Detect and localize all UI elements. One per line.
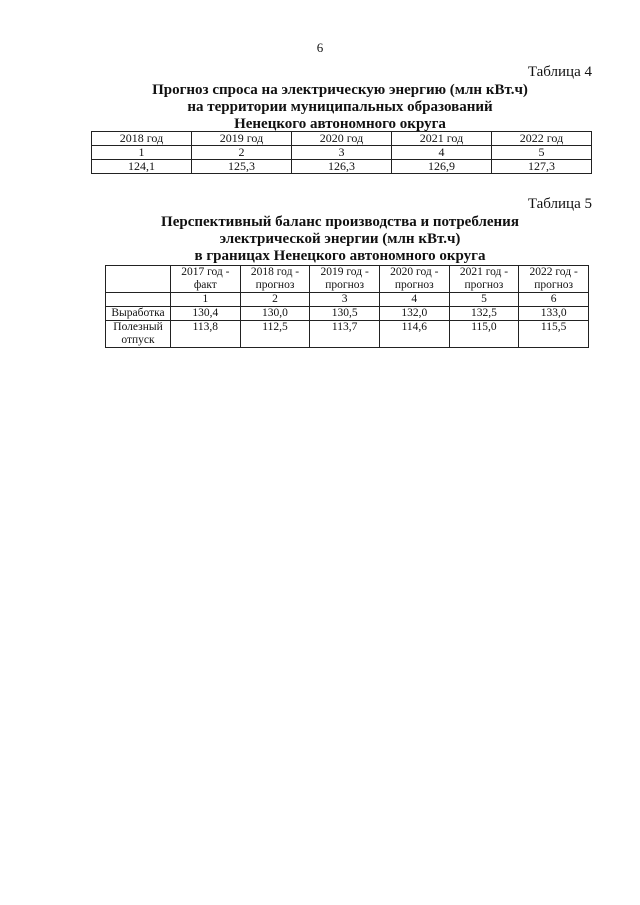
table-5-index-cell: 3 xyxy=(310,293,380,307)
table-5-header-cell xyxy=(519,266,589,293)
table-4-value-cell: 125,3 xyxy=(192,160,292,174)
table-5-row-label-line: Выработка xyxy=(111,307,165,319)
table-5-index-row xyxy=(106,293,589,307)
table-5-value-cell: 132,5 xyxy=(449,307,519,321)
table-5-header-line: прогноз xyxy=(325,279,365,291)
table-5-row-label-line: Полезный xyxy=(113,321,163,333)
table-4-header-cell: 2020 год xyxy=(292,132,392,146)
table-5-header-line: 2021 год - xyxy=(459,266,509,278)
table-4-index-cell: 2 xyxy=(192,146,292,160)
table-5-header-line: прогноз xyxy=(464,279,504,291)
table-5-header-cell xyxy=(449,266,519,293)
table-4-header-row xyxy=(92,132,592,146)
table-5-corner-cell xyxy=(106,293,171,307)
table-5-value-cell: 113,7 xyxy=(310,321,380,348)
table-5-header-row xyxy=(106,266,589,293)
table-5-title-line: Перспективный баланс производства и потребления xyxy=(161,214,519,230)
table-4-index-cell: 3 xyxy=(292,146,392,160)
table-5-value-cell: 130,0 xyxy=(240,307,310,321)
table-5-header-line: 2018 год - xyxy=(250,266,300,278)
table-5-header-line: прогноз xyxy=(394,279,434,291)
table-4-header-cell: 2021 год xyxy=(392,132,492,146)
table-4-index-cell: 5 xyxy=(492,146,592,160)
table-5-value-cell: 114,6 xyxy=(379,321,449,348)
table-5-value-cell: 115,5 xyxy=(519,321,589,348)
table-5-index-cell: 2 xyxy=(240,293,310,307)
table-5-header-line: 2019 год - xyxy=(320,266,369,278)
table-5-row-polezny-otpusk xyxy=(106,321,589,348)
table-5-header-line: прогноз xyxy=(255,279,295,291)
table-5-row-label xyxy=(106,307,171,321)
table-4-index-row xyxy=(92,146,592,160)
table-4-title-line: на территории муниципальных образований xyxy=(187,99,493,115)
table-5-value-cell: 113,8 xyxy=(171,321,241,348)
table-5-header-line: 2022 год - xyxy=(529,266,578,278)
table-5-index-cell: 5 xyxy=(449,293,519,307)
table-5-row-label xyxy=(106,321,171,348)
table-4 xyxy=(91,131,592,174)
table-5 xyxy=(105,265,589,348)
table-4-header-cell: 2018 год xyxy=(92,132,192,146)
table-5-header-cell xyxy=(171,266,241,293)
table-4-value-row xyxy=(92,160,592,174)
table-5-header-line: 2017 год - xyxy=(181,266,230,278)
table-4-value-cell: 124,1 xyxy=(92,160,192,174)
table-4-header-cell: 2022 год xyxy=(492,132,592,146)
table-5-header-cell xyxy=(379,266,449,293)
table-5-value-cell: 115,0 xyxy=(449,321,519,348)
table-4-title-line: Прогноз спроса на электрическую энергию (млн кВт.ч) xyxy=(152,82,528,98)
table-5-caption: Таблица 5 xyxy=(527,196,592,212)
table-4-index-cell: 4 xyxy=(392,146,492,160)
table-5-index-cell: 4 xyxy=(379,293,449,307)
table-5-value-cell: 130,4 xyxy=(171,307,241,321)
table-4-caption: Таблица 4 xyxy=(527,64,592,80)
table-5-row-label-line: отпуск xyxy=(121,334,155,346)
table-4-title xyxy=(90,82,590,133)
table-4-index-cell: 1 xyxy=(92,146,192,160)
table-4-value-cell: 127,3 xyxy=(492,160,592,174)
table-4-title-line: Ненецкого автономного округа xyxy=(234,116,446,132)
page-number: 6 xyxy=(316,40,324,55)
table-5-header-cell xyxy=(310,266,380,293)
table-5-header-cell xyxy=(240,266,310,293)
table-5-header-line: 2020 год - xyxy=(390,266,439,278)
table-5-index-cell: 1 xyxy=(171,293,241,307)
table-5-value-cell: 130,5 xyxy=(310,307,380,321)
table-5-value-cell: 132,0 xyxy=(379,307,449,321)
table-5-value-cell: 133,0 xyxy=(519,307,589,321)
table-5-row-vyrabotka xyxy=(106,307,589,321)
table-4-value-cell: 126,9 xyxy=(392,160,492,174)
table-5-value-cell: 112,5 xyxy=(240,321,310,348)
table-5-title-line: в границах Ненецкого автономного округа xyxy=(194,248,486,264)
table-5-header-line: факт xyxy=(193,279,217,291)
table-5-index-cell: 6 xyxy=(519,293,589,307)
table-5-header-line: прогноз xyxy=(534,279,574,291)
table-5-title-line: электрической энергии (млн кВт.ч) xyxy=(219,231,461,247)
table-4-header-cell: 2019 год xyxy=(192,132,292,146)
table-5-title xyxy=(90,214,590,265)
table-4-value-cell: 126,3 xyxy=(292,160,392,174)
table-5-corner-cell xyxy=(106,266,171,293)
